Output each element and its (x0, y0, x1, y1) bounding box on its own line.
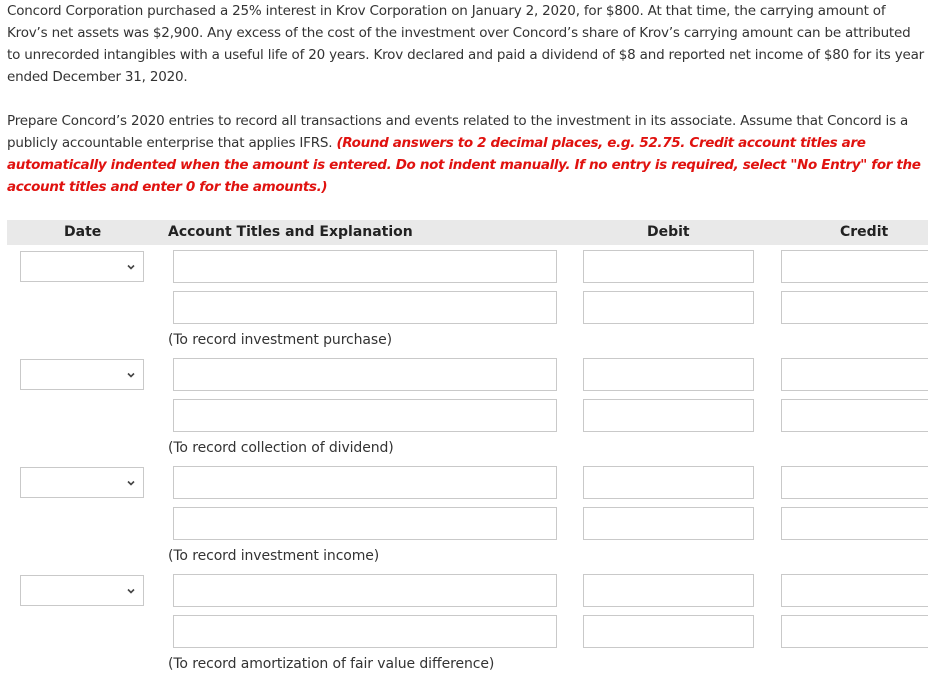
debit-column-header: Debit (647, 224, 690, 240)
account-title-input[interactable] (173, 574, 557, 607)
date-select[interactable] (20, 251, 144, 282)
account-title-input[interactable] (173, 358, 557, 391)
date-column-header: Date (64, 224, 102, 240)
debit-input[interactable] (583, 358, 754, 391)
debit-input[interactable] (583, 291, 754, 324)
debit-input[interactable] (583, 574, 754, 607)
chevron-down-icon (126, 262, 136, 272)
credit-input[interactable] (781, 466, 928, 499)
entry-explanation: (To record investment income) (168, 548, 380, 564)
account-title-input[interactable] (173, 399, 557, 432)
debit-input[interactable] (583, 250, 754, 283)
debit-input[interactable] (583, 466, 754, 499)
date-select[interactable] (20, 575, 144, 606)
credit-input[interactable] (781, 574, 928, 607)
credit-column-header: Credit (840, 224, 889, 240)
credit-input[interactable] (781, 507, 928, 540)
credit-input[interactable] (781, 399, 928, 432)
account-title-input[interactable] (173, 250, 557, 283)
instructions-text: Prepare Concord’s 2020 entries to record all transactions and events related to the investment in its associate. Assume that Concord is a publicly accountable enterprise that applies IFRS. (7, 113, 909, 151)
date-select[interactable] (20, 359, 144, 390)
entry-explanation: (To record amortization of fair value difference) (168, 656, 495, 672)
account-column-header: Account Titles and Explanation (168, 224, 413, 240)
instructions-paragraph (7, 110, 925, 198)
account-title-input[interactable] (173, 466, 557, 499)
chevron-down-icon (126, 586, 136, 596)
credit-input[interactable] (781, 291, 928, 324)
problem-statement (7, 0, 925, 198)
rounding-instructions: (Round answers to 2 decimal places, e.g. 52.75. Credit account titles are automatically indented when the amount is entered. Do not indent manually. If no entry is required, select "No Entry" for the account titles and enter 0 for the amounts.) (7, 135, 921, 195)
credit-input[interactable] (781, 358, 928, 391)
debit-input[interactable] (583, 507, 754, 540)
account-title-input[interactable] (173, 291, 557, 324)
credit-input[interactable] (781, 615, 928, 648)
entry-explanation: (To record collection of dividend) (168, 440, 394, 456)
account-title-input[interactable] (173, 507, 557, 540)
debit-input[interactable] (583, 615, 754, 648)
debit-input[interactable] (583, 399, 754, 432)
chevron-down-icon (126, 370, 136, 380)
credit-input[interactable] (781, 250, 928, 283)
problem-paragraph: Concord Corporation purchased a 25% interest in Krov Corporation on January 2, 2020, for $800. At that time, the carrying amount of Krov’s net assets was $2,900. Any excess of the cost of the investment over Concord’s share of Krov’s carrying amount can be attributed to unrecorded intangibles with a useful life of 20 years. Krov declared and paid a dividend of $8 and reported net income of $80 for its year ended December 31, 2020. (7, 3, 925, 85)
account-title-input[interactable] (173, 615, 557, 648)
journal-table-header (7, 220, 928, 245)
date-select[interactable] (20, 467, 144, 498)
entry-explanation: (To record investment purchase) (168, 332, 392, 348)
chevron-down-icon (126, 478, 136, 488)
